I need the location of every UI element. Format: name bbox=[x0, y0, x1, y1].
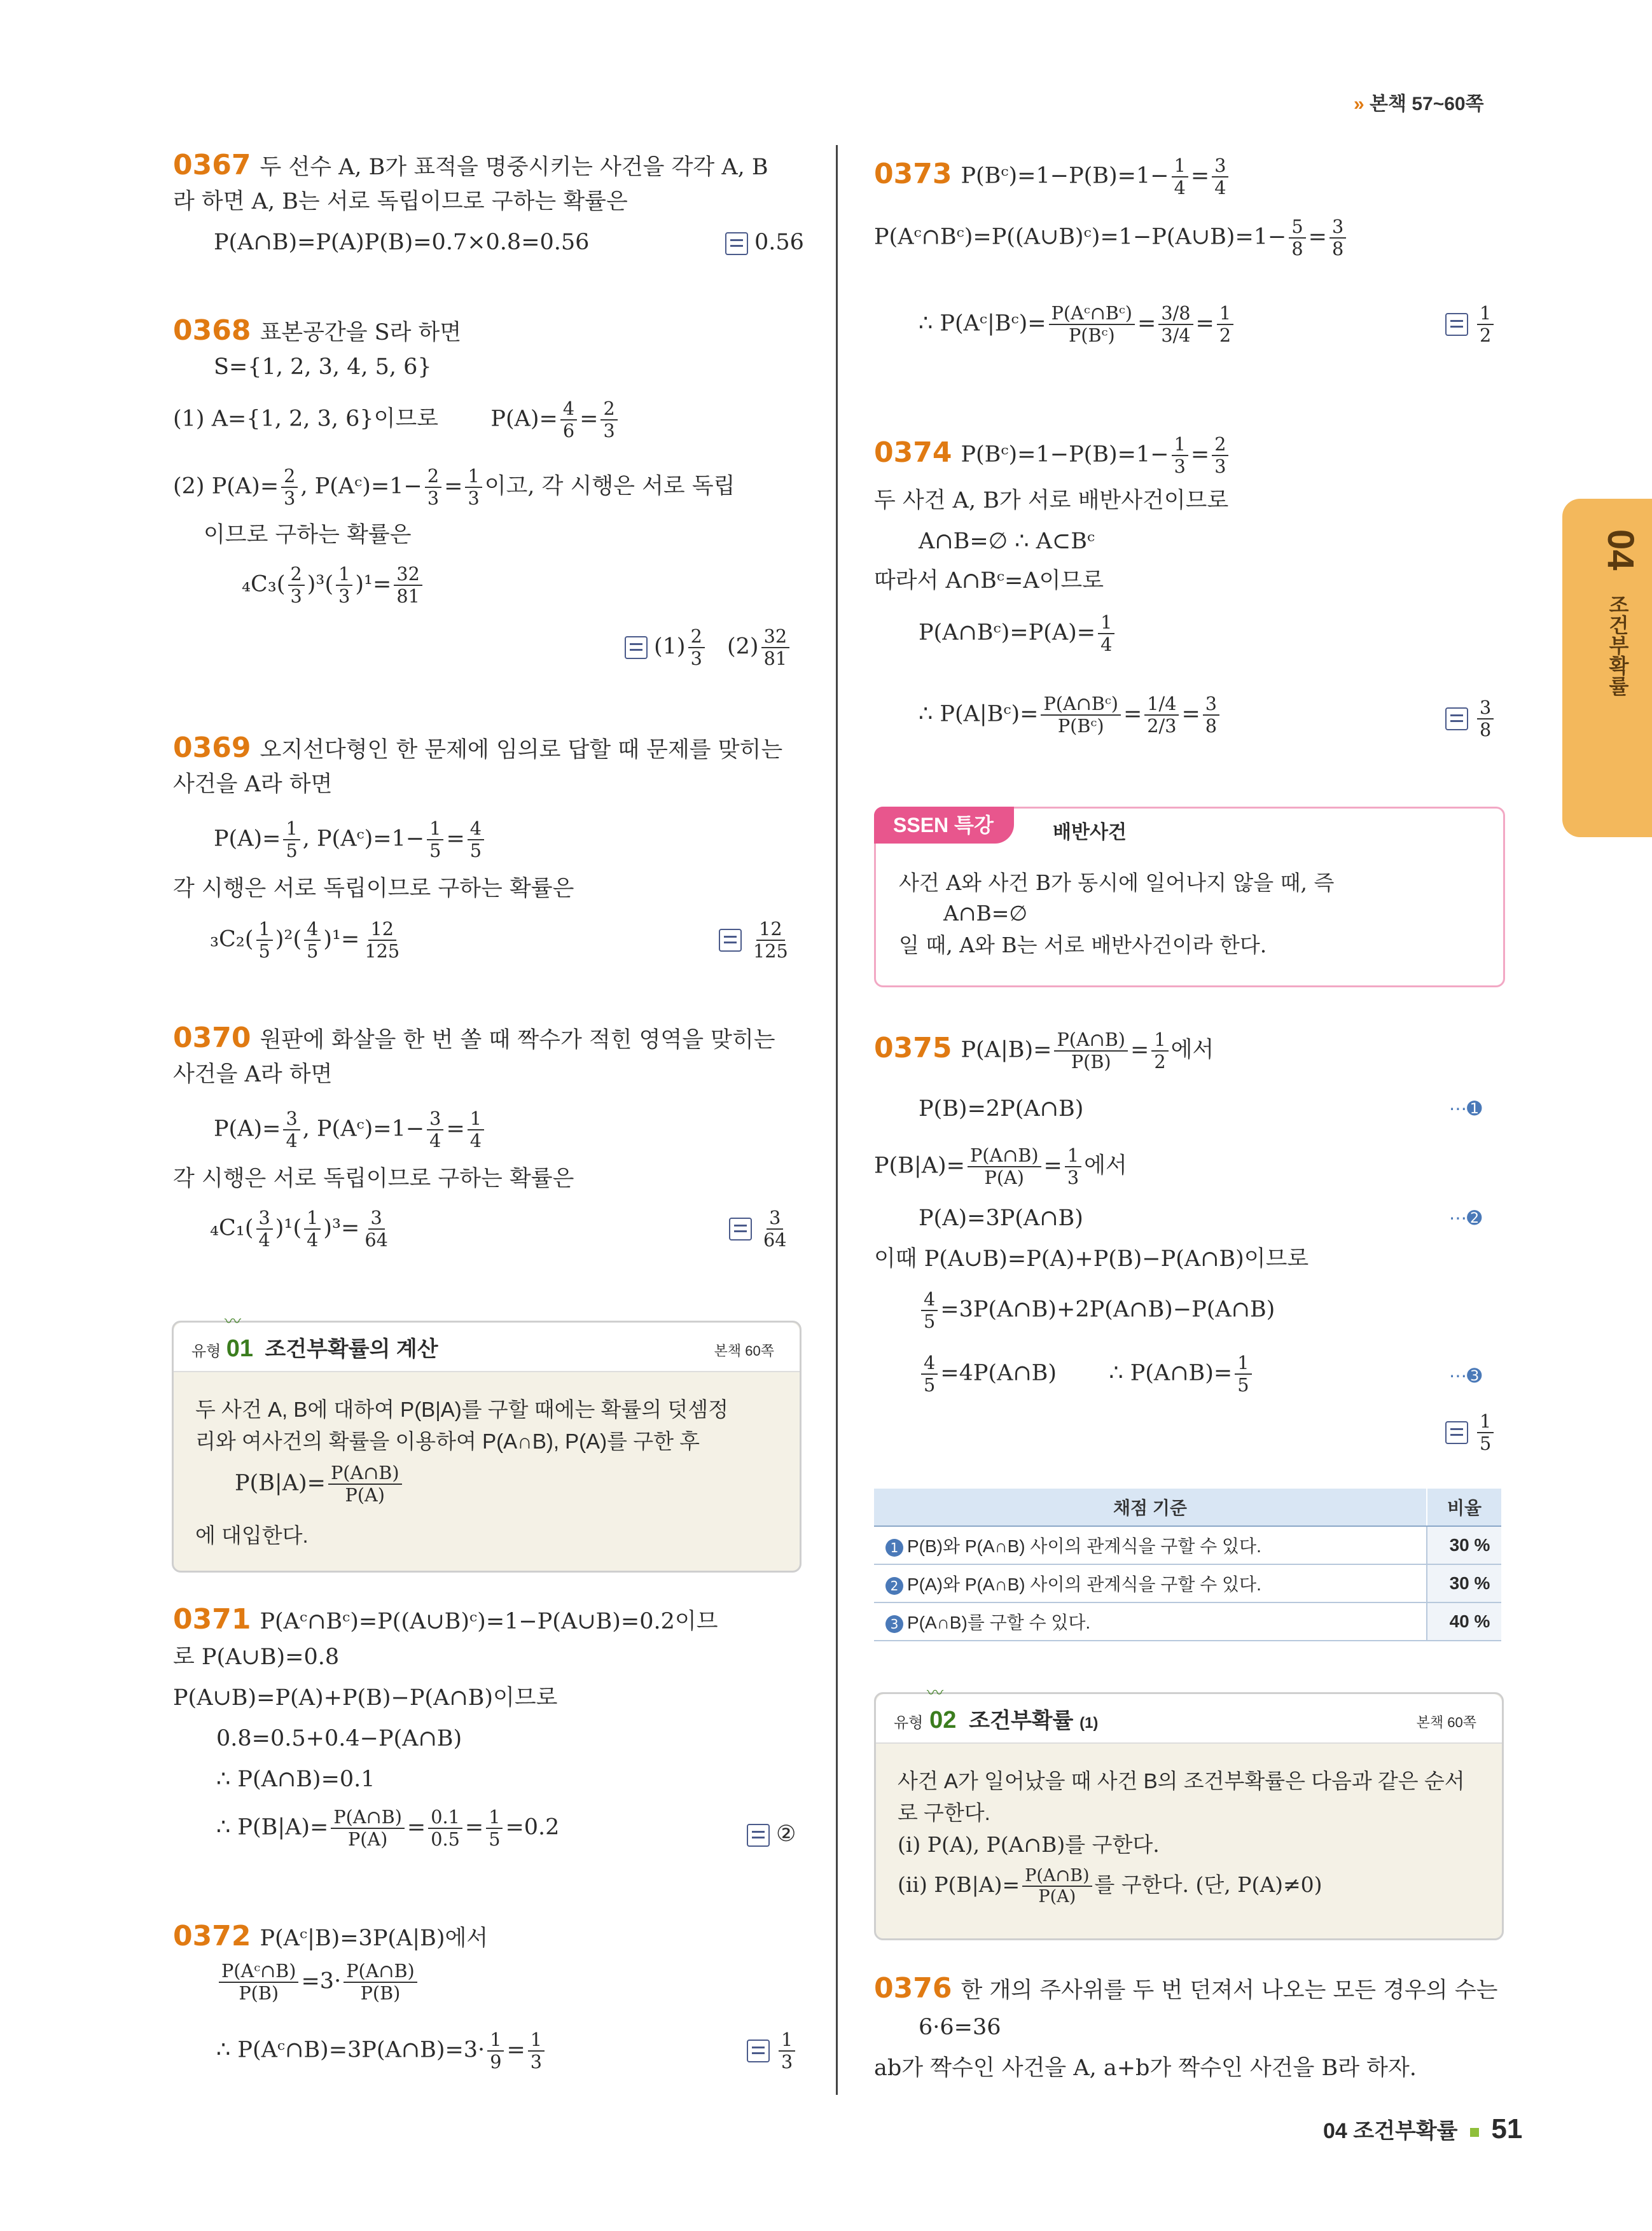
type-02-line3: (i) P(A), P(A∩B)를 구한다. bbox=[898, 1832, 1160, 1857]
ref-1: ⋯➊ bbox=[1449, 1098, 1482, 1119]
text-line: P(Bᶜ)=1−P(B)=1− bbox=[961, 441, 1169, 468]
fraction: $\frac{1}{9}$ bbox=[487, 2029, 504, 2073]
problem-0375-line7 bbox=[919, 1352, 1254, 1396]
problem-0368-line5: 이므로 구하는 확률은 bbox=[204, 522, 412, 548]
type-01-line1: 두 사건 A, B에 대하여 P(B|A)를 구할 때에는 확률의 덧셈정 bbox=[195, 1398, 728, 1421]
answer-label: (1) bbox=[654, 634, 686, 660]
fraction: $\frac{1}{5}$ bbox=[1235, 1352, 1251, 1396]
fraction: $\frac{4}{5}$ bbox=[921, 1289, 938, 1332]
answer-icon bbox=[625, 636, 648, 659]
problem-0368 bbox=[173, 313, 461, 348]
grading-criteria-table bbox=[874, 1489, 1501, 1641]
text-part: 에서 bbox=[1170, 1037, 1214, 1063]
type-number: 02 bbox=[929, 1707, 957, 1734]
criteria-cell bbox=[874, 1602, 1427, 1641]
fraction: $\frac{4}{6}$ bbox=[560, 398, 577, 441]
fraction: $\frac{1}{4}$ bbox=[1098, 612, 1114, 655]
text-part: ∴ P(B|A)= bbox=[216, 1814, 329, 1840]
problem-0371-line3: P(A∪B)=P(A)+P(B)−P(A∩B)이므로 bbox=[173, 1685, 558, 1711]
problem-0372-line2 bbox=[216, 1961, 420, 2004]
type-01-line2: 리와 여사건의 확률을 이용하여 P(A∩B), P(A)를 구한 후 bbox=[195, 1429, 700, 1453]
problem-0374-line3: A∩B=∅ ∴ A⊂Bᶜ bbox=[919, 529, 1095, 554]
number-badge-icon: 2 bbox=[885, 1577, 903, 1595]
wave-decoration-icon: 〰 bbox=[225, 1312, 242, 1331]
type-label: 유형 bbox=[191, 1343, 221, 1360]
text-part: P(Aᶜ∩Bᶜ)=P((A∪B)ᶜ)=1−P(A∪B)=1− bbox=[874, 224, 1287, 250]
answer-value: ② bbox=[776, 1821, 796, 1847]
type-label: 유형 bbox=[894, 1714, 924, 1732]
problem-0375-line4: P(A)=3P(A∩B) bbox=[919, 1206, 1083, 1231]
problem-0370-line4: 각 시행은 서로 독립이므로 구하는 확률은 bbox=[173, 1166, 574, 1192]
problem-0372 bbox=[173, 1919, 488, 1954]
table-header-row bbox=[874, 1489, 1501, 1526]
fraction: $\frac{1}{2}$ bbox=[1217, 303, 1233, 346]
type-02-line2: 로 구한다. bbox=[898, 1801, 990, 1824]
ssen-line1: 사건 A와 사건 B가 동시에 일어나지 않을 때, 즉 bbox=[899, 870, 1335, 895]
text-line: 표본공간을 S라 하면 bbox=[260, 320, 462, 345]
problem-0368-line2: S={1, 2, 3, 4, 5, 6} bbox=[214, 354, 432, 380]
fraction: $\frac{3}{4}$ bbox=[427, 1108, 443, 1151]
answer-value: 0.56 bbox=[754, 230, 804, 255]
problem-0375-line6 bbox=[919, 1289, 1275, 1332]
text-part: ∴ P(A∩B)= bbox=[1109, 1360, 1233, 1386]
fraction: $\frac{3/8}{3/4}$ bbox=[1158, 303, 1193, 346]
text-part: (ii) P(B|A)= bbox=[898, 1872, 1020, 1898]
fraction: $\frac{1/4}{2/3}$ bbox=[1144, 693, 1179, 737]
problem-0373-line3: ∴ P(Aᶜ|Bᶜ)= $\frac{\text{P(Aᶜ∩Bᶜ)}}{\text{P(Bᶜ)}}$ = $\frac{3/8}{3/4}$ = $\frac{1}{2}$ bbox=[919, 303, 1236, 346]
answer-0368 bbox=[625, 626, 792, 669]
fraction: $\frac{1}{2}$ bbox=[1151, 1029, 1168, 1073]
page-number: 51 bbox=[1491, 2113, 1523, 2144]
text-part: , P(Aᶜ)=1− bbox=[302, 826, 425, 852]
fraction: $\frac{1}{4}$ bbox=[304, 1207, 321, 1251]
ssen-tag: SSEN 특강 bbox=[874, 807, 1014, 844]
ref-3: ⋯➌ bbox=[1449, 1365, 1482, 1386]
fraction: $\frac{2}{3}$ bbox=[1212, 434, 1228, 477]
book-ref-text: 본책 57~60쪽 bbox=[1370, 94, 1484, 115]
fraction: $\frac{P(A\cap B)}{P(A)}$ bbox=[968, 1145, 1041, 1188]
problem-number: 0372 bbox=[173, 1920, 251, 1952]
fraction: $\frac{1}{3}$ bbox=[528, 2029, 545, 2073]
chapter-side-tab bbox=[1562, 499, 1652, 837]
criteria-text: P(A)와 P(A∩B) 사이의 관계식을 구할 수 있다. bbox=[907, 1574, 1261, 1594]
fraction: $\frac{P(A\cap B)}{P(B)}$ bbox=[344, 1961, 417, 2004]
problem-0375-line3: P(B|A)= $\frac{P(A\cap B)}{P(A)}$ = $\frac{1}{3}$ 에서 bbox=[874, 1144, 1127, 1188]
problem-0369 bbox=[173, 730, 782, 765]
text-part: (1) A={1, 2, 3, 6}이므로 bbox=[173, 406, 439, 432]
answer-icon bbox=[1445, 1421, 1468, 1444]
problem-0371-line2: 로 P(A∪B)=0.8 bbox=[173, 1644, 340, 1670]
answer-icon bbox=[729, 1218, 752, 1241]
text-part: P(B|A)= bbox=[235, 1470, 326, 1496]
text-part: ∴ P(A|Bᶜ)= bbox=[919, 701, 1039, 727]
problem-0371-line4: 0.8=0.5+0.4−P(A∩B) bbox=[216, 1726, 462, 1751]
problem-0368-line6: ₄C₃( $\frac{2}{3}$ )³( $\frac{1}{3}$ )¹= $\frac{32}{81}$ bbox=[242, 564, 425, 607]
answer-0369 bbox=[719, 919, 793, 962]
type-01-title bbox=[191, 1334, 438, 1365]
type-02-line4 bbox=[898, 1866, 1322, 1907]
problem-0374: 0374 P(Bᶜ)=1−P(B)=1− $\frac{1}{3}$ = $\frac{2}{3}$ bbox=[874, 434, 1231, 477]
answer-icon bbox=[1445, 707, 1468, 730]
type-01-ref: 본책 60쪽 bbox=[714, 1343, 774, 1359]
text-part: =3· bbox=[301, 1968, 342, 1994]
text-part: , P(Aᶜ)=1− bbox=[302, 1116, 425, 1142]
problem-number: 0376 bbox=[874, 1972, 952, 2005]
problem-0369-line5: ₃C₂( $\frac{1}{5}$ )²( $\frac{4}{5}$ )¹= $\frac{12}{125}$ bbox=[210, 919, 405, 962]
type-02-title bbox=[894, 1706, 1098, 1736]
fraction: $\frac{\text{P(A∩Bᶜ)}}{\text{P(Bᶜ)}}$ bbox=[1041, 693, 1120, 737]
answer-0367 bbox=[725, 229, 804, 257]
type-title: 조건부확률 bbox=[969, 1709, 1074, 1733]
fraction: $\frac{1}{3}$ bbox=[336, 564, 352, 607]
text-part: ∴ P(Aᶜ∩B)=3P(A∩B)=3· bbox=[216, 2037, 485, 2063]
answer-0375 bbox=[1445, 1411, 1496, 1454]
fraction: $\frac{1}{5}$ bbox=[427, 818, 443, 861]
fraction: $\frac{1}{5}$ bbox=[1477, 1411, 1494, 1454]
table-row bbox=[874, 1526, 1501, 1564]
page-footer bbox=[1323, 2113, 1522, 2145]
fraction: $\frac{3}{4}$ bbox=[1212, 155, 1228, 198]
fraction: $\frac{P(A\cap B)}{P(A)}$ bbox=[328, 1463, 402, 1506]
text-part: P(A|B)= bbox=[961, 1037, 1052, 1063]
fraction: $\frac{2}{3}$ bbox=[288, 564, 305, 607]
problem-0367-line3: P(A∩B)=P(A)P(B)=0.7×0.8=0.56 bbox=[214, 230, 590, 255]
fraction: $\frac{1}{3}$ bbox=[1065, 1145, 1081, 1188]
problem-0376 bbox=[874, 1971, 1497, 2006]
answer-0372 bbox=[747, 2029, 798, 2073]
problem-0374-line5 bbox=[919, 612, 1117, 655]
problem-0371-line6: ∴ P(B|A)= $\frac{P(A\cap B)}{P(A)}$ = $\frac{0.1}{0.5}$ = $\frac{1}{5}$ =0.2 bbox=[216, 1806, 560, 1850]
chapter-tab-number: 04 bbox=[1600, 529, 1641, 571]
text-part: 를 구한다. (단, P(A)≠0) bbox=[1094, 1872, 1322, 1898]
criteria-text: P(B)와 P(A∩B) 사이의 관계식을 구할 수 있다. bbox=[907, 1536, 1261, 1556]
type-title: 조건부확률의 계산 bbox=[265, 1337, 438, 1361]
problem-0370-line2: 사건을 A라 하면 bbox=[173, 1062, 333, 1087]
answer-0373 bbox=[1445, 303, 1496, 346]
table-row bbox=[874, 1602, 1501, 1641]
problem-0374-line2: 두 사건 A, B가 서로 배반사건이므로 bbox=[874, 488, 1229, 513]
chapter-tab-title: 조건부확률 bbox=[1606, 594, 1629, 696]
text-part: ₄C₁ bbox=[210, 1215, 245, 1241]
fraction: $\frac{2}{3}$ bbox=[425, 466, 441, 509]
ratio-cell: 40 % bbox=[1427, 1602, 1501, 1641]
criteria-text: P(A∩B)를 구할 수 있다. bbox=[907, 1613, 1091, 1632]
type-02-ref: 본책 60쪽 bbox=[1416, 1714, 1476, 1730]
text-part: 에서 bbox=[1084, 1153, 1127, 1179]
fraction: $\frac{12}{125}$ bbox=[364, 918, 400, 962]
problem-0374-line4: 따라서 A∩Bᶜ=A이므로 bbox=[874, 568, 1104, 594]
problem-0370-line3: P(A)= $\frac{3}{4}$ , P(Aᶜ)=1− $\frac{3}{4}$ = $\frac{1}{4}$ bbox=[214, 1108, 487, 1151]
text-part: (2) P(A)= bbox=[173, 473, 279, 499]
fraction: $\frac{4}{5}$ bbox=[468, 818, 484, 861]
problem-0367 bbox=[173, 148, 768, 183]
answer-0374 bbox=[1445, 697, 1496, 740]
text-line: 두 선수 A, B가 표적을 명중시키는 사건을 각각 A, B bbox=[260, 155, 768, 180]
answer-icon bbox=[719, 929, 742, 952]
text-part: =3P(A∩B)+2P(A∩B)−P(A∩B) bbox=[940, 1296, 1275, 1323]
criteria-cell bbox=[874, 1526, 1427, 1564]
text-part: P(A)= bbox=[490, 406, 558, 432]
problem-0373: 0373 P(Bᶜ)=1−P(B)=1− $\frac{1}{4}$ = $\frac{3}{4}$ bbox=[874, 155, 1231, 198]
ssen-line2: A∩B=∅ bbox=[943, 901, 1028, 926]
fraction: $\frac{1}{3}$ bbox=[1172, 434, 1188, 477]
answer-icon bbox=[1445, 313, 1468, 336]
fraction: $\frac{1}{5}$ bbox=[256, 919, 273, 962]
fraction: $\frac{\text{P(Aᶜ∩B)}}{P(B)}$ bbox=[219, 1961, 298, 2004]
fraction: $\frac{3}{8}$ bbox=[1329, 216, 1346, 260]
ratio-cell: 30 % bbox=[1427, 1526, 1501, 1564]
problem-number: 0373 bbox=[874, 157, 952, 190]
text-line: P(Bᶜ)=1−P(B)=1− bbox=[961, 163, 1169, 189]
fraction: $\frac{3}{8}$ bbox=[1477, 697, 1494, 740]
fraction: $\frac{1}{4}$ bbox=[1172, 155, 1188, 198]
problem-0375-line5: 이때 P(A∪B)=P(A)+P(B)−P(A∩B)이므로 bbox=[874, 1246, 1309, 1272]
ssen-line3: 일 때, A와 B는 서로 배반사건이라 한다. bbox=[899, 933, 1267, 957]
problem-0368-line3: (1) A={1, 2, 3, 6}이므로 P(A)= $\frac{4}{6}$ = $\frac{2}{3}$ bbox=[173, 398, 620, 441]
fraction: $\frac{1}{3}$ bbox=[779, 2029, 795, 2073]
problem-0373-line2: P(Aᶜ∩Bᶜ)=P((A∪B)ᶜ)=1−P(A∪B)=1− $\frac{5}{8}$ = $\frac{3}{8}$ bbox=[874, 216, 1349, 260]
problem-0369-line4: 각 시행은 서로 독립이므로 구하는 확률은 bbox=[173, 876, 574, 901]
problem-0374-line6: ∴ P(A|Bᶜ)= $\frac{\text{P(A∩Bᶜ)}}{\text{P(Bᶜ)}}$ = $\frac{1/4}{2/3}$ = $\frac{3}{8}$ bbox=[919, 693, 1222, 737]
fraction: $\frac{1}{5}$ bbox=[486, 1807, 503, 1850]
problem-0372-line3: ∴ P(Aᶜ∩B)=3P(A∩B)=3· $\frac{1}{9}$ = $\frac{1}{3}$ bbox=[216, 2029, 547, 2073]
book-ref bbox=[1354, 88, 1484, 116]
text-part: =0.2 bbox=[505, 1814, 560, 1840]
type-number: 01 bbox=[226, 1335, 253, 1362]
problem-number: 0375 bbox=[874, 1031, 952, 1064]
text-part: , P(Aᶜ)=1− bbox=[300, 473, 422, 499]
text-part: ∴ P(Aᶜ|Bᶜ)= bbox=[919, 310, 1046, 337]
fraction: $\frac{12}{125}$ bbox=[753, 918, 788, 962]
fraction: $\frac{P(A\cap B)}{P(B)}$ bbox=[1054, 1029, 1128, 1073]
problem-number: 0368 bbox=[173, 314, 251, 347]
fraction: $\frac{32}{81}$ bbox=[394, 564, 422, 607]
fraction: $\frac{4}{5}$ bbox=[921, 1352, 938, 1396]
square-bullet-icon bbox=[1470, 2128, 1479, 2137]
problem-0370-line5: ₄C₁( $\frac{3}{4}$ )¹( $\frac{1}{4}$ )³= $\frac{3}{64}$ bbox=[210, 1207, 393, 1251]
text-part: 이고, 각 시행은 서로 독립 bbox=[484, 473, 735, 499]
column-divider bbox=[836, 145, 838, 2095]
fraction: $\frac{3}{64}$ bbox=[364, 1207, 388, 1251]
fraction: $\frac{5}{8}$ bbox=[1289, 216, 1305, 260]
fraction: $\frac{0.1}{0.5}$ bbox=[428, 1807, 462, 1850]
problem-number: 0369 bbox=[173, 732, 251, 764]
text-part: ₄C₃ bbox=[242, 571, 277, 597]
problem-0376-line3: ab가 짝수인 사건을 A, a+b가 짝수인 사건을 B라 하자. bbox=[874, 2055, 1417, 2081]
fraction: $\frac{4}{5}$ bbox=[304, 919, 321, 962]
problem-0367-line2: 라 하면 A, B는 서로 독립이므로 구하는 확률은 bbox=[173, 189, 628, 214]
ssen-title: 배반사건 bbox=[1053, 822, 1127, 843]
ratio-cell: 30 % bbox=[1427, 1564, 1501, 1602]
fraction: $\frac{3}{4}$ bbox=[256, 1207, 273, 1251]
text-part: P(A)= bbox=[214, 1116, 281, 1142]
answer-icon bbox=[725, 232, 748, 255]
answer-0371 bbox=[747, 1821, 796, 1849]
text-part: P(A∩Bᶜ)=P(A)= bbox=[919, 620, 1096, 646]
answer-icon bbox=[747, 2040, 770, 2062]
fraction: $\frac{1}{5}$ bbox=[283, 818, 300, 861]
criteria-cell bbox=[874, 1564, 1427, 1602]
fraction: $\frac{\text{P(Aᶜ∩Bᶜ)}}{\text{P(Bᶜ)}}$ bbox=[1049, 303, 1135, 346]
wave-decoration-icon: 〰 bbox=[927, 1684, 944, 1703]
text-line: 오지선다형인 한 문제에 임의로 답할 때 문제를 맞히는 bbox=[260, 737, 783, 763]
text-line: 원판에 화살을 한 번 쏠 때 짝수가 적힌 영역을 맞히는 bbox=[260, 1027, 775, 1053]
number-badge-icon: 1 bbox=[885, 1539, 903, 1557]
fraction: $\frac{1}{2}$ bbox=[1477, 303, 1494, 346]
type-subtitle: (1) bbox=[1079, 1714, 1099, 1732]
fraction: $\frac{1}{4}$ bbox=[468, 1108, 484, 1151]
type-02-box bbox=[874, 1684, 1504, 1940]
text-line: 한 개의 주사위를 두 번 던져서 나오는 모든 경우의 수는 bbox=[961, 1978, 1498, 2003]
text-line: P(Aᶜ∩Bᶜ)=P((A∪B)ᶜ)=1−P(A∪B)=0.2이므 bbox=[260, 1609, 718, 1634]
fraction: $\frac{2}{3}$ bbox=[281, 466, 298, 509]
double-chevron-icon: » bbox=[1354, 94, 1364, 115]
fraction: $\frac{P(A\cap B)}{P(A)}$ bbox=[331, 1807, 405, 1850]
text-part: ₃C₂ bbox=[210, 926, 245, 952]
fraction: $\frac{3}{4}$ bbox=[283, 1108, 300, 1151]
answer-0370 bbox=[729, 1207, 792, 1251]
problem-number: 0371 bbox=[173, 1603, 251, 1636]
ssen-box bbox=[874, 807, 1505, 987]
type-01-line4: 에 대입한다. bbox=[195, 1524, 309, 1547]
answer-icon bbox=[747, 1824, 770, 1847]
problem-0369-line2: 사건을 A라 하면 bbox=[173, 772, 333, 797]
footer-chapter: 04 조건부확률 bbox=[1323, 2119, 1458, 2143]
fraction: $\frac{2}{3}$ bbox=[688, 626, 705, 669]
fraction: $\frac{1}{3}$ bbox=[465, 466, 482, 509]
problem-number: 0370 bbox=[173, 1022, 251, 1054]
problem-0369-line3: P(A)= $\frac{1}{5}$ , P(Aᶜ)=1− $\frac{1}{5}$ = $\frac{4}{5}$ bbox=[214, 818, 487, 861]
text-line: P(Aᶜ|B)=3P(A|B)에서 bbox=[260, 1926, 489, 1951]
problem-0371 bbox=[173, 1602, 718, 1637]
fraction: $\frac{32}{81}$ bbox=[761, 626, 790, 669]
answer-label: (2) bbox=[726, 634, 759, 660]
text-part: P(B|A)= bbox=[874, 1153, 965, 1179]
problem-number: 0367 bbox=[173, 149, 251, 181]
fraction: $\frac{3}{8}$ bbox=[1203, 693, 1219, 737]
problem-0368-line4: (2) P(A)= $\frac{2}{3}$ , P(Aᶜ)=1− $\frac{2}{3}$ = $\frac{1}{3}$ 이고, 각 시행은 서로 독립 bbox=[173, 465, 735, 509]
fraction: $\frac{3}{64}$ bbox=[763, 1207, 787, 1251]
table-row bbox=[874, 1564, 1501, 1602]
fraction: $\frac{P(A\cap B)}{P(A)}$ bbox=[1022, 1866, 1092, 1907]
problem-0376-line2: 6·6=36 bbox=[919, 2015, 1001, 2040]
type-02-line1: 사건 A가 일어났을 때 사건 B의 조건부확률은 다음과 같은 순서 bbox=[898, 1769, 1465, 1793]
problem-0371-line5: ∴ P(A∩B)=0.1 bbox=[216, 1767, 375, 1792]
problem-0370 bbox=[173, 1020, 775, 1055]
text-part: =4P(A∩B) bbox=[940, 1360, 1057, 1386]
number-badge-icon: 3 bbox=[885, 1615, 903, 1633]
criteria-header: 채점 기준 bbox=[874, 1489, 1427, 1526]
text-part: P(A)= bbox=[214, 826, 281, 852]
type-01-formula bbox=[235, 1463, 405, 1506]
fraction: $\frac{2}{3}$ bbox=[600, 398, 617, 441]
type-01-box bbox=[172, 1312, 802, 1573]
problem-0375-line2: P(B)=2P(A∩B) bbox=[919, 1096, 1084, 1122]
ratio-header: 비율 bbox=[1427, 1489, 1501, 1526]
problem-number: 0374 bbox=[874, 436, 952, 469]
problem-0375: 0375 P(A|B)= $\frac{P(A\cap B)}{P(B)}$ = $\frac{1}{2}$ 에서 bbox=[874, 1029, 1214, 1073]
ref-2: ⋯➋ bbox=[1449, 1207, 1482, 1228]
